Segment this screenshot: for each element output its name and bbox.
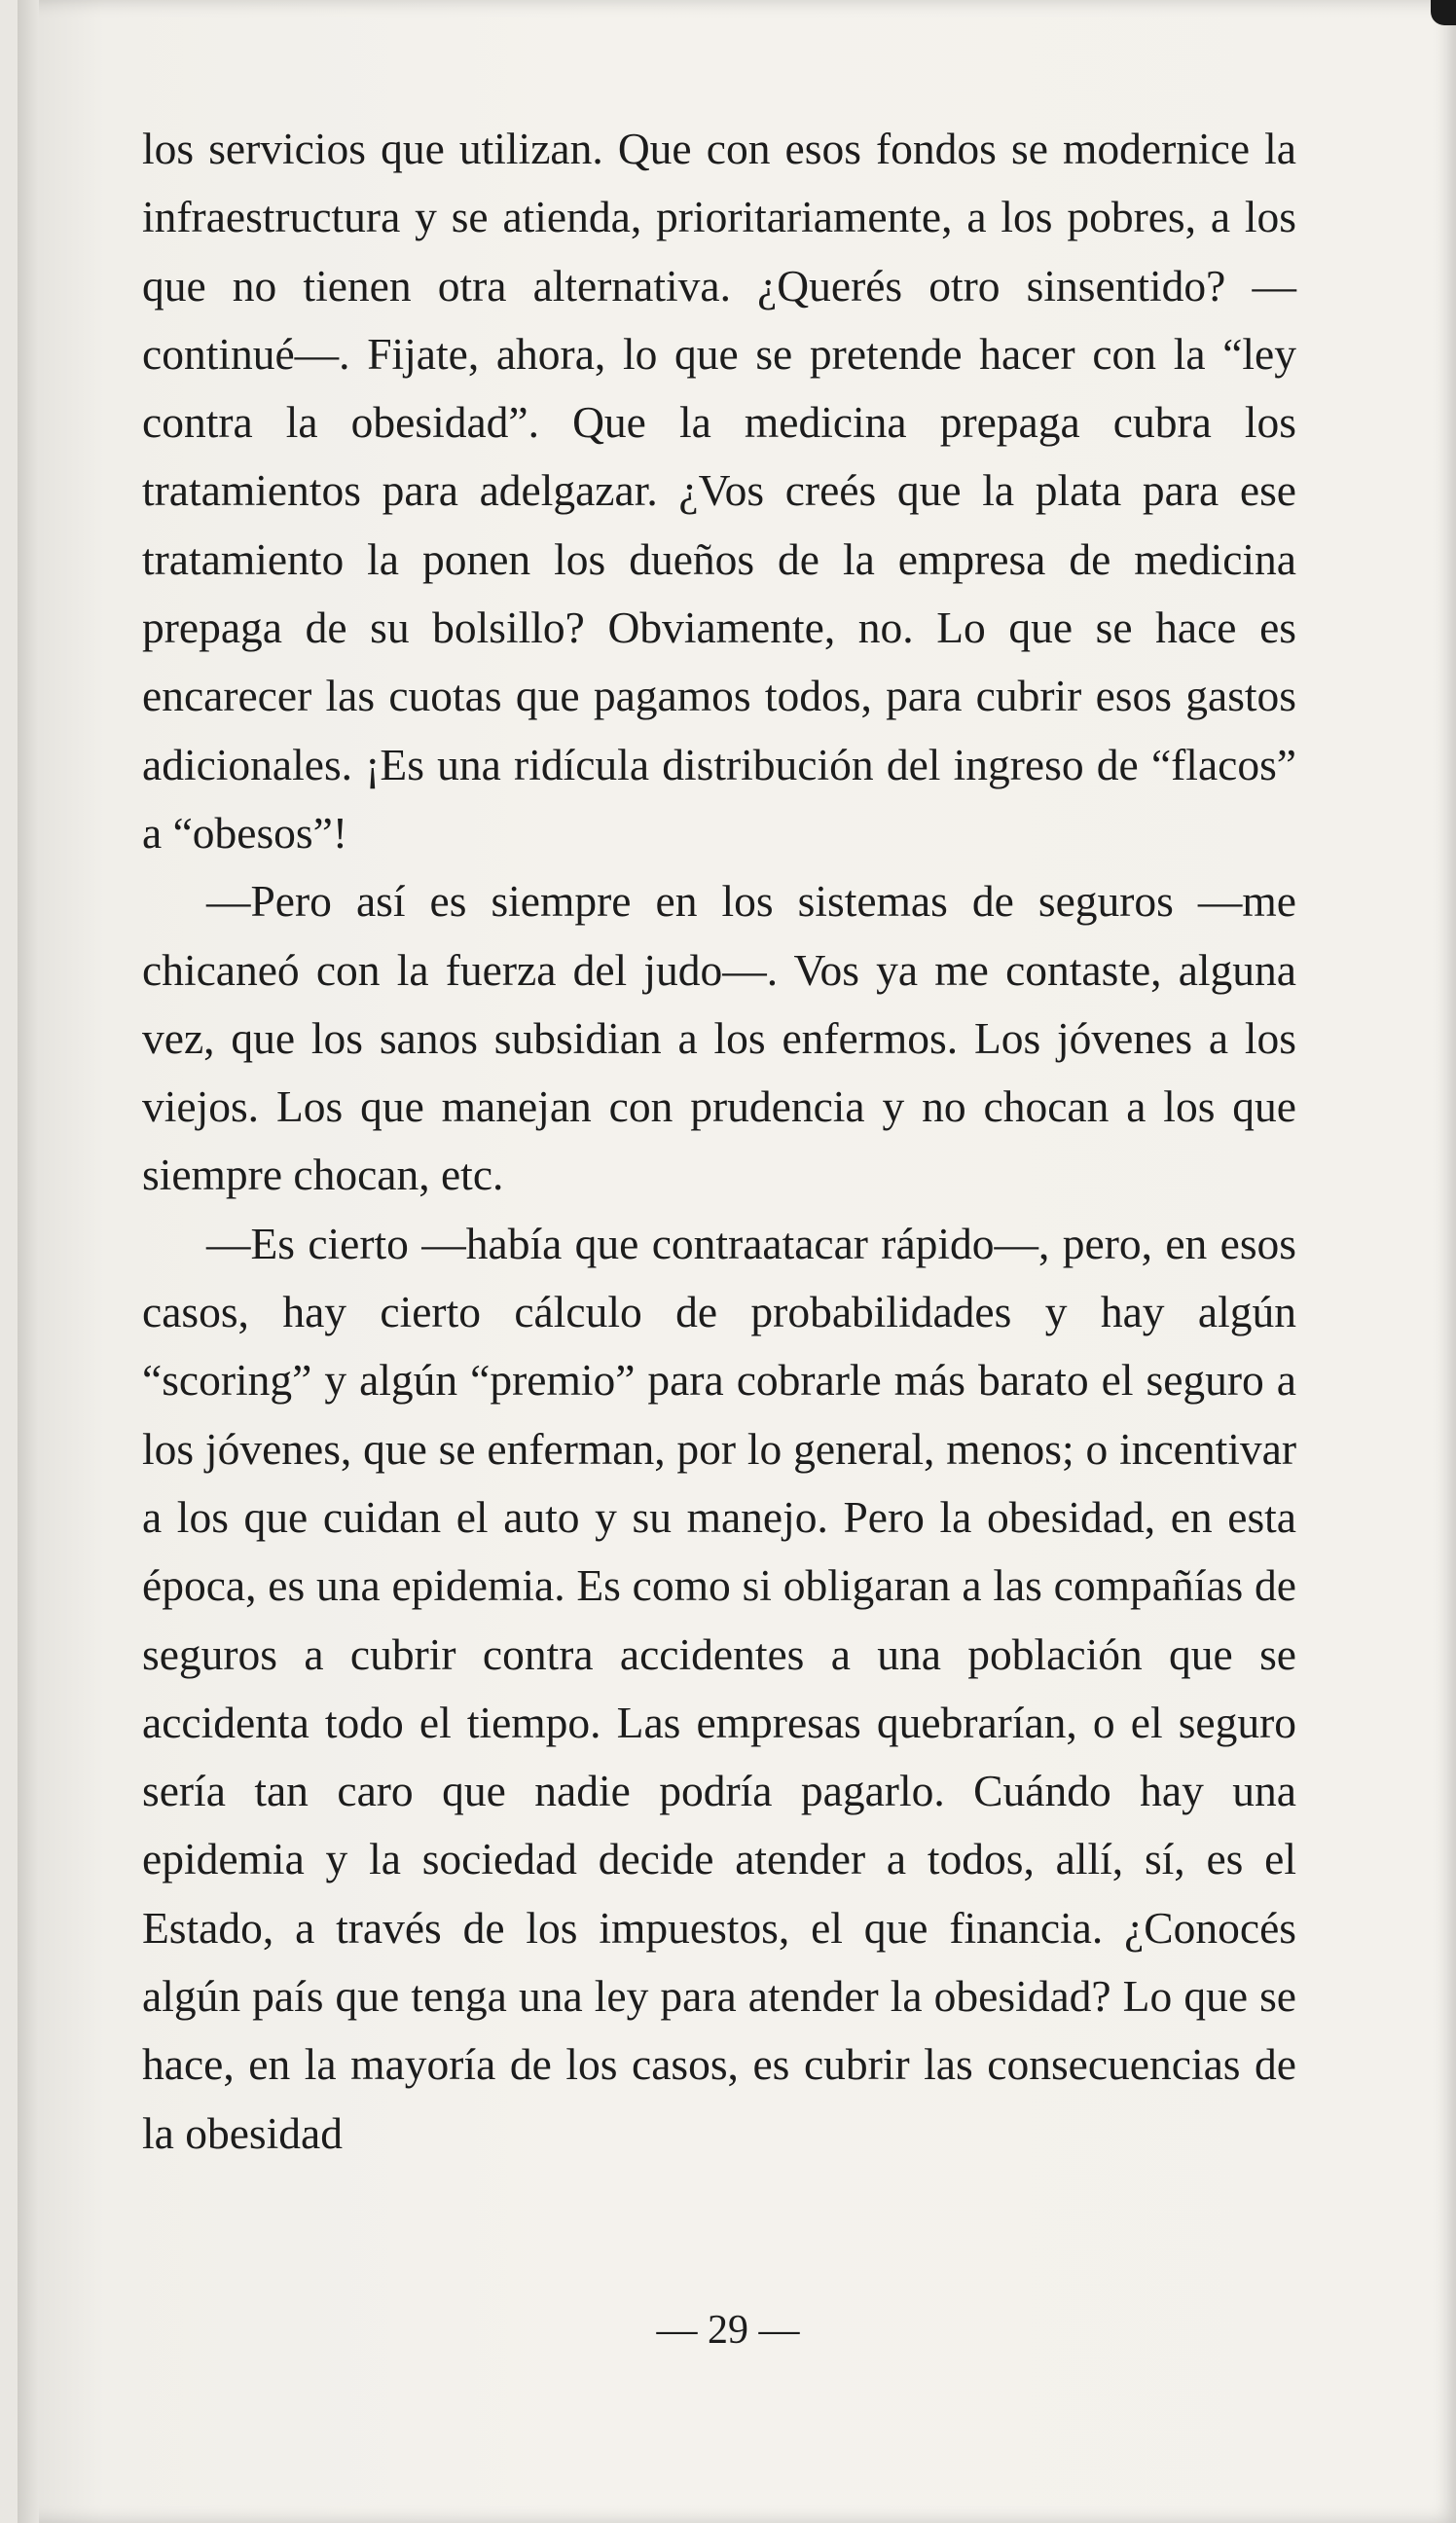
paragraph: —Es cierto —había que contraatacar rápido—, pero, en esos casos, hay cierto cálculo de probabilidades y hay algún “scoring” y algún “premio” para cobrarle más barato el seguro a los jóvenes, que se enferman, por lo general, menos; o incentivar a los que cuidan el auto y su manejo. Pero la obesidad, en esta época, es una epidemia. Es como si obligaran a las compañías de seguros a cubrir contra accidentes a una población que se accidenta todo el tiempo. Las empresas quebrarían, o el seguro sería tan caro que nadie podría pagarlo. Cuándo hay una epidemia y la sociedad decide atender a todos, allí, sí, es el Estado, a través de los impuestos, el que financia. ¿Conocés algún país que tenga una ley para atender la obesidad? Lo que se hace, en la mayoría de los casos, es cubrir las consecuencias de la obesidad <box>142 1218 1296 2158</box>
book-page <box>18 0 1456 2523</box>
paragraph: los servicios que utilizan. Que con esos fondos se modernice la infraestructura y se atienda, prioritariamente, a los pobres, a los que no tienen otra alternativa. ¿Querés otro sinsentido? —continué—. Fijate, ahora, lo que se pretende hacer con la “ley contra la obesidad”. Que la medicina prepaga cubra los tratamientos para adelgazar. ¿Vos creés que la plata para ese tratamiento la ponen los dueños de la empresa de medicina prepaga de su bolsillo? Obviamente, no. Lo que se hace es encarecer las cuotas que pagamos todos, para cubrir esos gastos adicionales. ¡Es una ridícula distribución del ingreso de “flacos” a “obesos”! <box>142 124 1296 858</box>
page-number: — 29 — <box>656 2308 800 2353</box>
corner-mark <box>1431 0 1456 25</box>
body-text <box>142 115 1296 2168</box>
page-gutter-shadow <box>18 0 39 2523</box>
paragraph: —Pero así es siempre en los sistemas de seguros —me chicaneó con la fuerza del judo—. Vos ya me contaste, alguna vez, que los sanos subsidian a los enfermos. Los jóvenes a los viejos. Los que manejan con prudencia y no chocan a los que siempre chocan, etc. <box>142 876 1296 1200</box>
